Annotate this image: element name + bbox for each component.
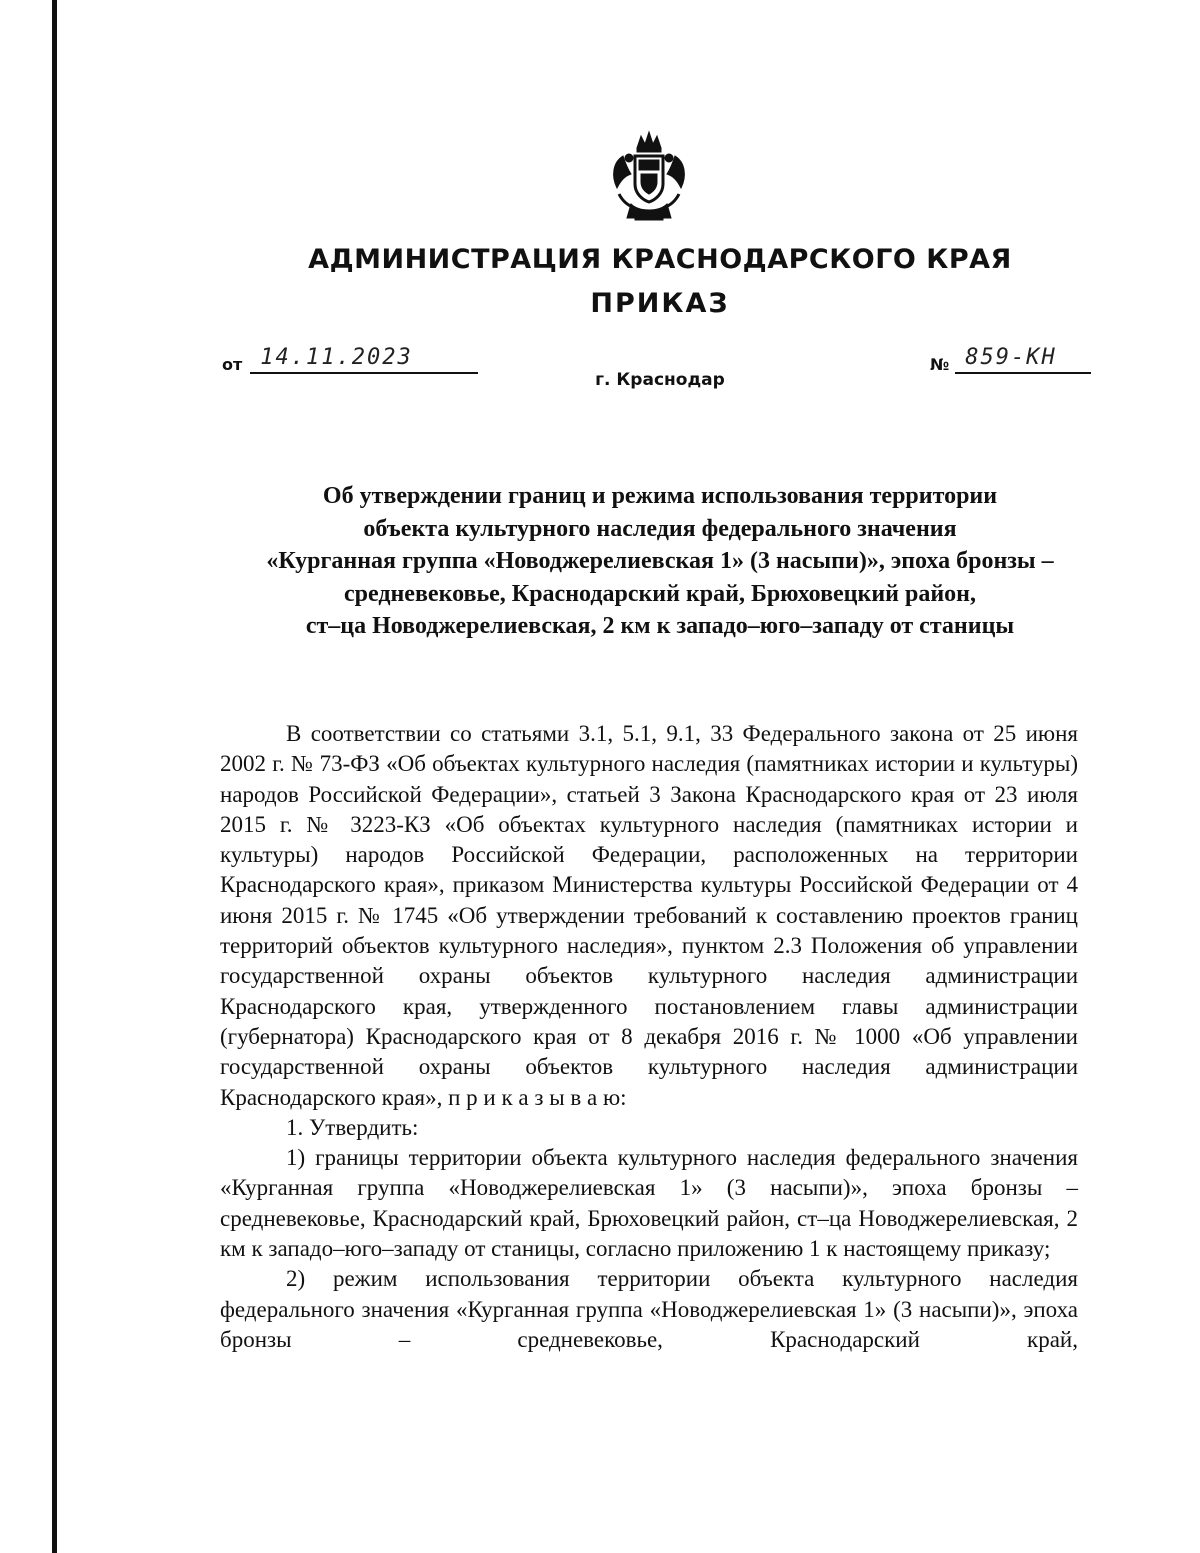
subject-line: средневековье, Краснодарский край, Брюховецкий район, xyxy=(344,580,976,607)
date-prefix: от xyxy=(222,355,243,374)
preamble-paragraph: В соответствии со статьями 3.1, 5.1, 9.1, 33 Федерального закона от 25 июня 2002 г. № 73-ФЗ «Об объектах культурного наследия (памятниках истории и культуры) народов Российской Федерации», статьей 3 Закона Краснодарского края от 23 июля 2015 г. № 3223-КЗ «Об объектах культурного наследия (памятниках истории и культуры) народов Российской Федерации, расположенных на территории Краснодарского края», приказом Министерства культуры Российской Федерации от 4 июня 2015 г. № 1745 «Об утверждении требований к составлению проектов границ территорий объектов культурного наследия», пунктом 2.3 Положения об управлении государственной охраны объектов культурного наследия администрации Краснодарского края, утвержденного постановлением главы администрации (губернатора) Краснодарского края от 8 декабря 2016 г. № 1000 «Об управлении государственной охраны объектов культурного наследия администрации Краснодарского края», п р и к а з ы в а ю: xyxy=(220,721,1078,1110)
organization-name: АДМИНИСТРАЦИЯ КРАСНОДАРСКОГО КРАЯ xyxy=(308,244,1012,275)
order-item-1-1: 1) границы территории объекта культурного наследия федерального значения «Курганная группа «Новоджерелиевская 1» (3 насыпи)», эпоха бронзы – средневековье, Краснодарский край, Брюховецкий район, ст–ца Новоджерелиевская, 2 км к западо–юго–западу от станицы, согласно приложению 1 к настоящему приказу; xyxy=(220,1145,1078,1262)
scan-edge-line xyxy=(52,0,57,1553)
number-prefix: № xyxy=(930,355,950,374)
document-type: ПРИКАЗ xyxy=(590,288,730,319)
subject-line: Об утверждении границ и режима использования территории xyxy=(322,483,998,509)
subject-line: объекта культурного наследия федерального значения xyxy=(363,515,957,542)
date-value: 14.11.2023 xyxy=(260,345,413,370)
document-subject xyxy=(170,480,1150,643)
number-value: 859-КН xyxy=(965,345,1057,370)
subject-line: «Курганная группа «Новоджерелиевская 1» (3 насыпи)», эпоха бронзы – xyxy=(266,548,1054,574)
city-name: г. Краснодар xyxy=(595,370,725,390)
order-item-1-2: 2) режим использования территории объекта культурного наследия федерального значения «Курганная группа «Новоджерелиевская 1» (3 насыпи)», эпоха бронзы – средневековье, Краснодарский край, xyxy=(220,1266,1078,1352)
subject-line: ст–ца Новоджерелиевская, 2 км к западо–юго–западу от станицы xyxy=(305,613,1015,639)
order-item-1: 1. Утвердить: xyxy=(286,1114,419,1140)
krasnodar-krai-coat-of-arms-icon xyxy=(609,128,689,224)
document-body xyxy=(220,719,1078,1355)
